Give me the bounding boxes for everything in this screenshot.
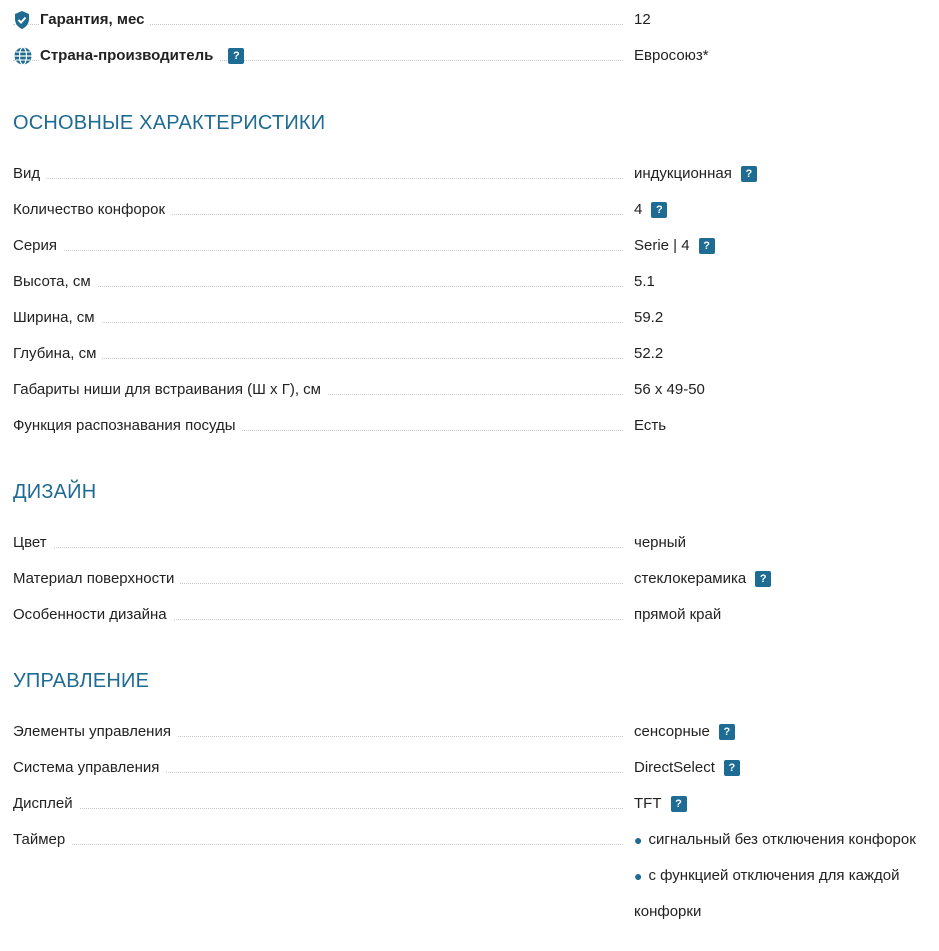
spec-label: Габариты ниши для встраивания (Ш x Г), см [13,372,327,408]
spec-row [13,786,939,822]
help-icon[interactable]: ? [719,724,735,740]
timer-value-line [634,858,899,894]
spec-label: Цвет [13,525,53,561]
spec-value: сигнальный без отключения конфорок [648,831,916,848]
spec-value: 5.1 [634,273,655,290]
spec-value: с функцией отключения для каждой [648,867,900,884]
section-title-design: ДИЗАЙН [13,481,97,503]
spec-label: Таймер [13,822,71,858]
spec-value: индукционная [634,165,732,182]
spec-label: Высота, см [13,264,97,300]
help-icon[interactable]: ? [671,796,687,812]
help-icon[interactable]: ? [228,48,244,64]
timer-value-line [634,894,701,930]
spec-value: DirectSelect [634,759,715,776]
spec-row [13,561,939,597]
spec-value: 59.2 [634,309,664,326]
spec-row [13,714,939,750]
spec-value: TFT [634,795,662,812]
bullet-icon: ● [634,832,643,848]
spec-row [13,156,939,192]
section-title-main: ОСНОВНЫЕ ХАРАКТЕРИСТИКИ [13,112,326,134]
spec-label: Система управления [13,750,165,786]
spec-row [13,336,939,372]
spec-value: 12 [634,11,651,28]
spec-label: Страна-производитель [40,38,219,74]
spec-label: Вид [13,156,46,192]
spec-row [13,525,939,561]
spec-value: Serie | 4 [634,237,690,254]
help-icon[interactable]: ? [651,202,667,218]
spec-row [13,192,939,228]
spec-row [13,597,939,633]
spec-row [13,372,939,408]
spec-value: сенсорные [634,723,710,740]
spec-row-country [13,38,939,74]
spec-label: Дисплей [13,786,79,822]
bullet-icon: ● [634,868,643,884]
spec-value: черный [634,534,686,551]
spec-label: Элементы управления [13,714,177,750]
help-icon[interactable]: ? [741,166,757,182]
spec-label: Количество конфорок [13,192,171,228]
section-title-control: УПРАВЛЕНИЕ [13,670,150,692]
spec-label: Гарантия, мес [40,2,150,38]
spec-row [13,408,939,444]
spec-label: Особенности дизайна [13,597,173,633]
help-icon[interactable]: ? [699,238,715,254]
help-icon[interactable]: ? [755,571,771,587]
spec-value: Есть [634,417,667,434]
spec-row-warranty [13,2,939,38]
spec-row [13,264,939,300]
spec-label: Материал поверхности [13,561,180,597]
spec-label: Ширина, см [13,300,101,336]
spec-value: Евросоюз* [634,47,709,64]
spec-value: 56 x 49-50 [634,381,705,398]
spec-row [13,228,939,264]
spec-label: Серия [13,228,63,264]
spec-label: Функция распознавания посуды [13,408,242,444]
spec-value: конфорки [634,903,702,920]
shield-check-icon [13,10,33,30]
spec-row-timer [13,822,939,858]
globe-icon [13,46,33,66]
spec-value: 52.2 [634,345,664,362]
spec-row [13,750,939,786]
spec-value: 4 [634,201,643,218]
spec-label: Глубина, см [13,336,102,372]
help-icon[interactable]: ? [724,760,740,776]
spec-value: прямой край [634,606,722,623]
spec-value: стеклокерамика [634,570,747,587]
spec-row [13,300,939,336]
